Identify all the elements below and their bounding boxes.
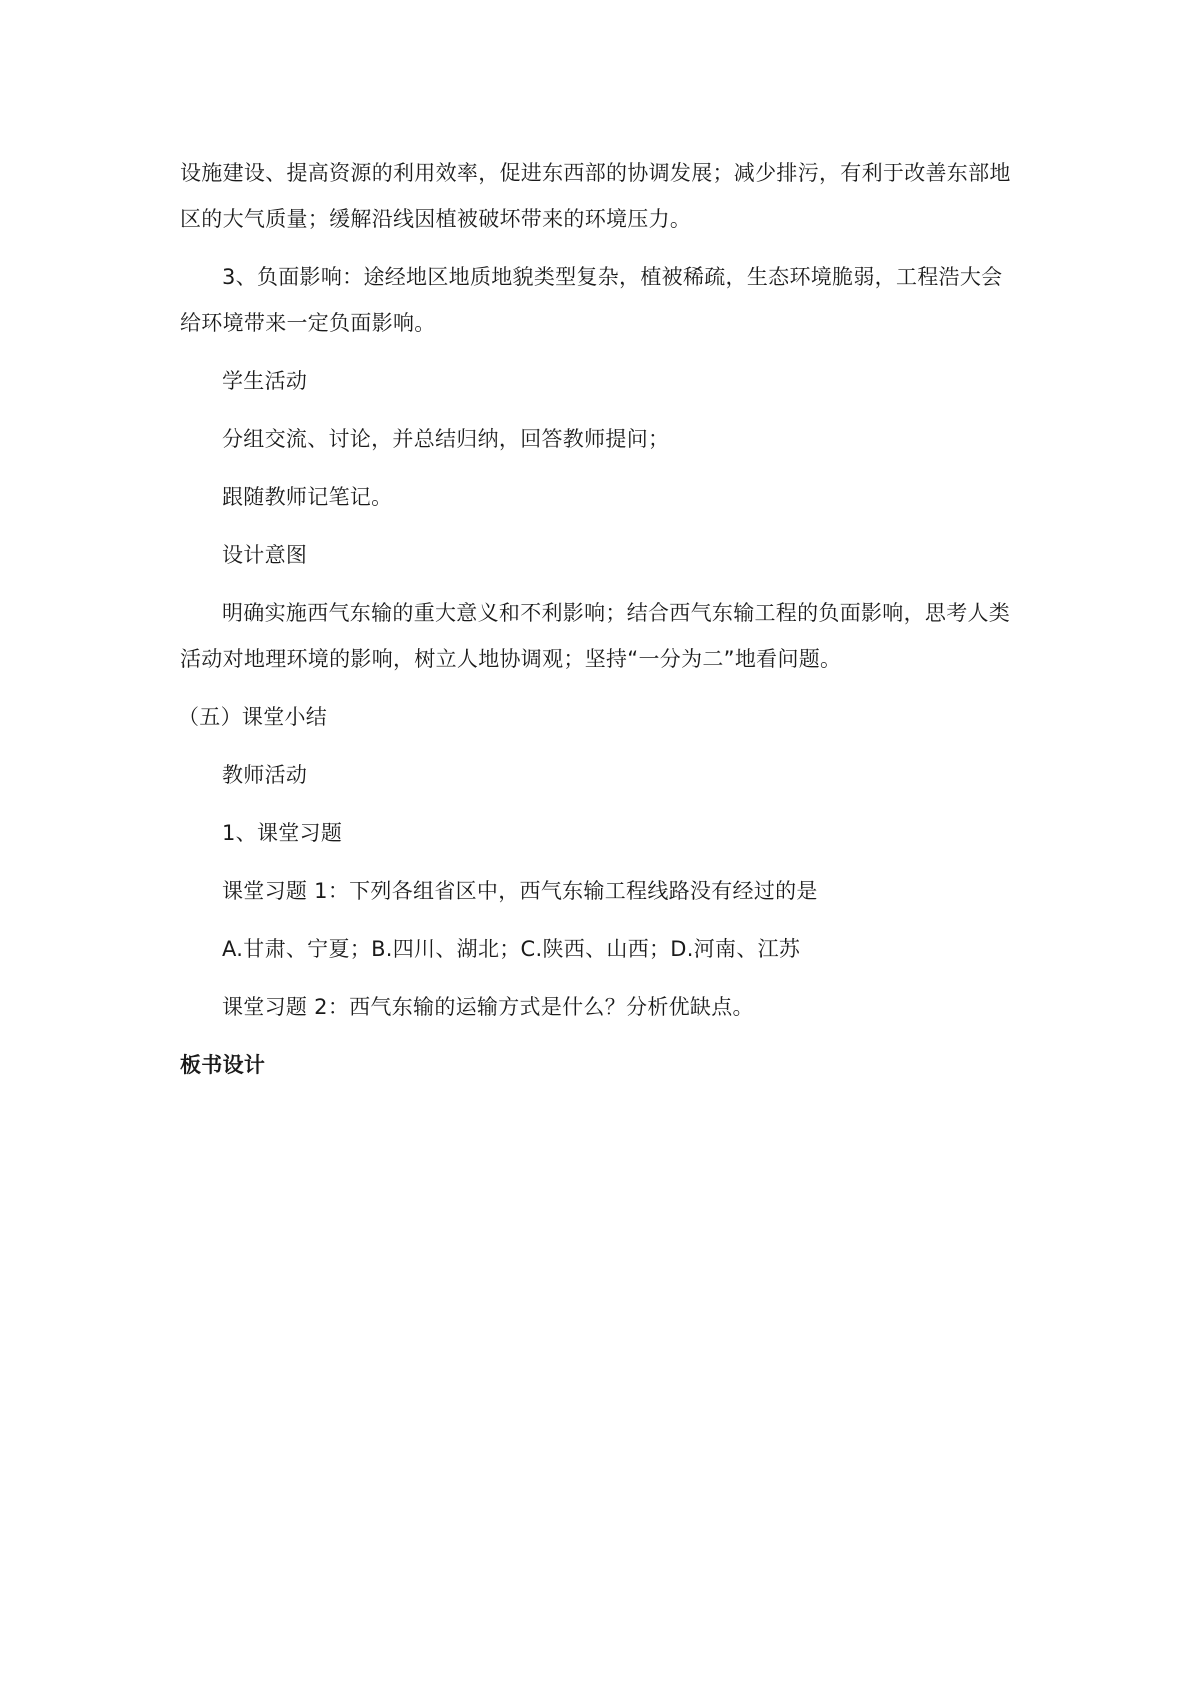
paragraph-significance-continued: 设施建设、提高资源的利用效率，促进东西部的协调发展；减少排污，有利于改善东部地区的大气质量；缓解沿线因植被破坏带来的环境压力。	[180, 161, 1011, 231]
heading-board-design: 板书设计	[180, 1053, 266, 1077]
label-class-exercises: 1、课堂习题	[222, 821, 343, 845]
exercise-1-options: A.甘肃、宁夏；B.四川、湖北；C.陕西、山西；D.河南、江苏	[222, 937, 801, 961]
paragraph-group-discussion: 分组交流、讨论，并总结归纳，回答教师提问；	[222, 427, 670, 451]
exercise-1-question: 课堂习题 1：下列各组省区中，西气东输工程线路没有经过的是	[222, 879, 818, 903]
label-design-intent: 设计意图	[222, 543, 308, 567]
paragraph-take-notes: 跟随教师记笔记。	[222, 485, 393, 509]
document-body	[180, 150, 1015, 1100]
paragraph-negative-impact: 3、负面影响：途经地区地质地貌类型复杂，植被稀疏，生态环境脆弱，工程浩大会给环境带来一定负面影响。	[180, 265, 1003, 335]
paragraph-design-intent: 明确实施西气东输的重大意义和不利影响；结合西气东输工程的负面影响，思考人类活动对地理环境的影响，树立人地协调观；坚持“一分为二”地看问题。	[180, 601, 1011, 671]
exercise-2-question: 课堂习题 2：西气东输的运输方式是什么？分析优缺点。	[222, 995, 754, 1019]
section-title-summary: （五）课堂小结	[178, 705, 328, 729]
label-teacher-activity: 教师活动	[222, 763, 308, 787]
label-student-activity: 学生活动	[222, 369, 308, 393]
